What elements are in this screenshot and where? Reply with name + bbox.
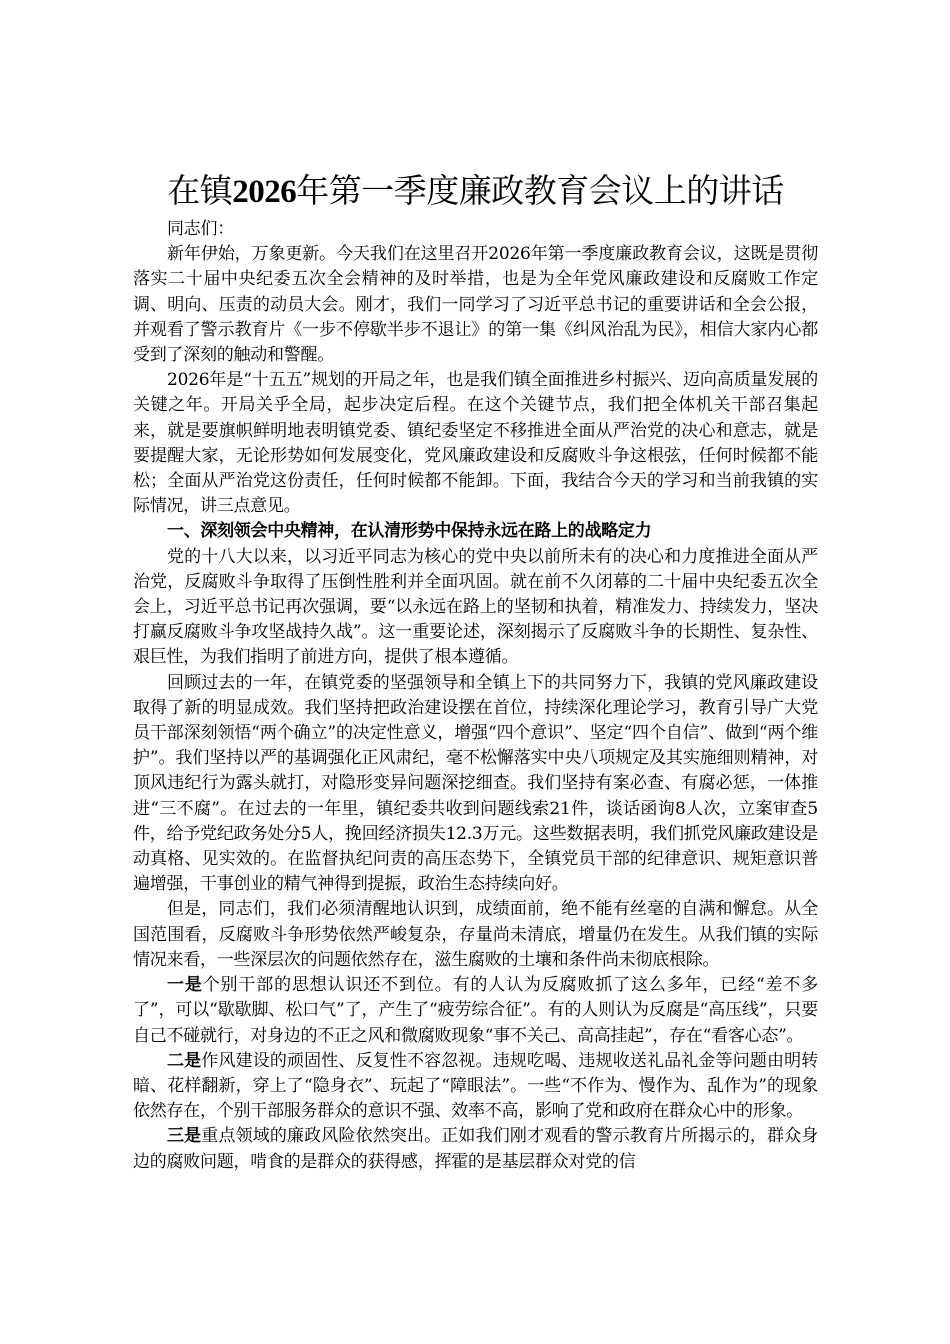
salutation: 同志们： [167,219,234,239]
section-heading-1: 一、深刻领会中央精神，在认清形势中保持永远在路上的战略定力 [167,521,652,542]
paragraph-7 [133,1049,818,1125]
paragraph-7-body: 作风建设的顽固性、反复性不容忽视。违规吃喝、违规收送礼品礼金等问题由明转暗、花样翻新，穿上了“隐身衣”、玩起了“障眼法”。一些“不作为、慢作为、乱作为”的现象依然存在，个别干部服务群众的意识不强、效率不高，影响了党和政府在群众心中的形象。 [133,1050,819,1122]
title-suffix: 年第一季度廉政教育会议上的讲话 [296,171,784,210]
document-page [133,168,818,1175]
paragraph-3: 党的十八大以来，以习近平同志为核心的党中央以前所未有的决心和力度推进全面从严治党，反腐败斗争取得了压倒性胜利并全面巩固。就在前不久闭幕的二十届中央纪委五次全会上，习近平总书记再次强调，要“以永远在路上的坚韧和执着，精准发力、持续发力，坚决打赢反腐败斗争攻坚战持久战”。这一重要论述，深刻揭示了反腐败斗争的长期性、复杂性、艰巨性，为我们指明了前进方向，提供了根本遵循。 [133,546,818,668]
paragraph-5: 但是，同志们，我们必须清醒地认识到，成绩面前，绝不能有丝毫的自满和懈怠。从全国范围看，反腐败斗争形势依然严峻复杂，存量尚未清底，增量仍在发生。从我们镇的实际情况来看，一些深层次的问题依然存在，滋生腐败的土壤和条件尚未彻底根除。 [133,899,818,970]
paragraph-8 [133,1124,818,1174]
title-year: 2026 [232,174,297,210]
paragraph-4: 回顾过去的一年，在镇党委的坚强领导和全镇上下的共同努力下，我镇的党风廉政建设取得了新的明显成效。我们坚持把政治建设摆在首位，持续深化理论学习，教育引导广大党员干部深刻领悟“两个确立”的决定性意义，增强“四个意识”、坚定“四个自信”、做到“两个维护”。我们坚持以严的基调强化正风肃纪，毫不松懈落实中央八项规定及其实施细则精神，对顶风违纪行为露头就打，对隐形变异问题深挖细查。我们坚持有案必查、有腐必惩，一体推进“三不腐”。在过去的一年里，镇纪委共收到问题线索21件，谈话函询8人次，立案审查5件，给予党纪政务处分5人，挽回经济损失12.3万元。这些数据表明，我们抓党风廉政建设是动真格、见实效的。在监督执纪问责的高压态势下，全镇党员干部的纪律意识、规矩意识普遍增强，干事创业的精气神得到提振，政治生态持续向好。 [133,672,818,895]
paragraph-8-lead: 三是 [167,1126,202,1147]
paragraph-8-body: 重点领域的廉政风险依然突出。正如我们刚才观看的警示教育片所揭示的，群众身边的腐败问题，啃食的是群众的获得感，挥霍的是基层群众对党的信 [133,1126,819,1172]
paragraph-6-body: 个别干部的思想认识还不到位。有的人认为反腐败抓了这么多年，已经“差不多了”，可以“歇歇脚、松口气”了，产生了“疲劳综合征”。有的人则认为反腐是“高压线”，只要自己不碰就行，对身边的不正之风和微腐败现象“事不关己、高高挂起”，存在“看客心态”。 [133,975,818,1046]
paragraph-6 [133,973,818,1049]
paragraph-1: 新年伊始，万象更新。今天我们在这里召开2026年第一季度廉政教育会议，这既是贯彻落实二十届中央纪委五次全会精神的及时举措，也是为全年党风廉政建设和反腐败工作定调、明向、压责的动员大会。刚才，我们一同学习了习近平总书记的重要讲话和全会公报，并观看了警示教育片《一步不停歇半步不退让》的第一集《纠风治乱为民》，相信大家内心都受到了深刻的触动和警醒。 [133,244,818,366]
paragraph-6-lead: 一是 [167,975,203,996]
document-title [133,168,818,215]
paragraph-7-lead: 二是 [167,1050,202,1071]
title-prefix: 在镇 [167,171,233,210]
paragraph-2: 2026年是“十五五”规划的开局之年，也是我们镇全面推进乡村振兴、迈向高质量发展的关键之年。开局关乎全局，起步决定后程。在这个关键节点，我们把全体机关干部召集起来，就是要旗帜鲜明地表明镇党委、镇纪委坚定不移推进全面从严治党的决心和意志，就是要提醒大家，无论形势如何发展变化，党风廉政建设和反腐败斗争这根弦，任何时候都不能松；全面从严治党这份责任，任何时候都不能卸。下面，我结合今天的学习和当前我镇的实际情况，讲三点意见。 [133,370,818,517]
